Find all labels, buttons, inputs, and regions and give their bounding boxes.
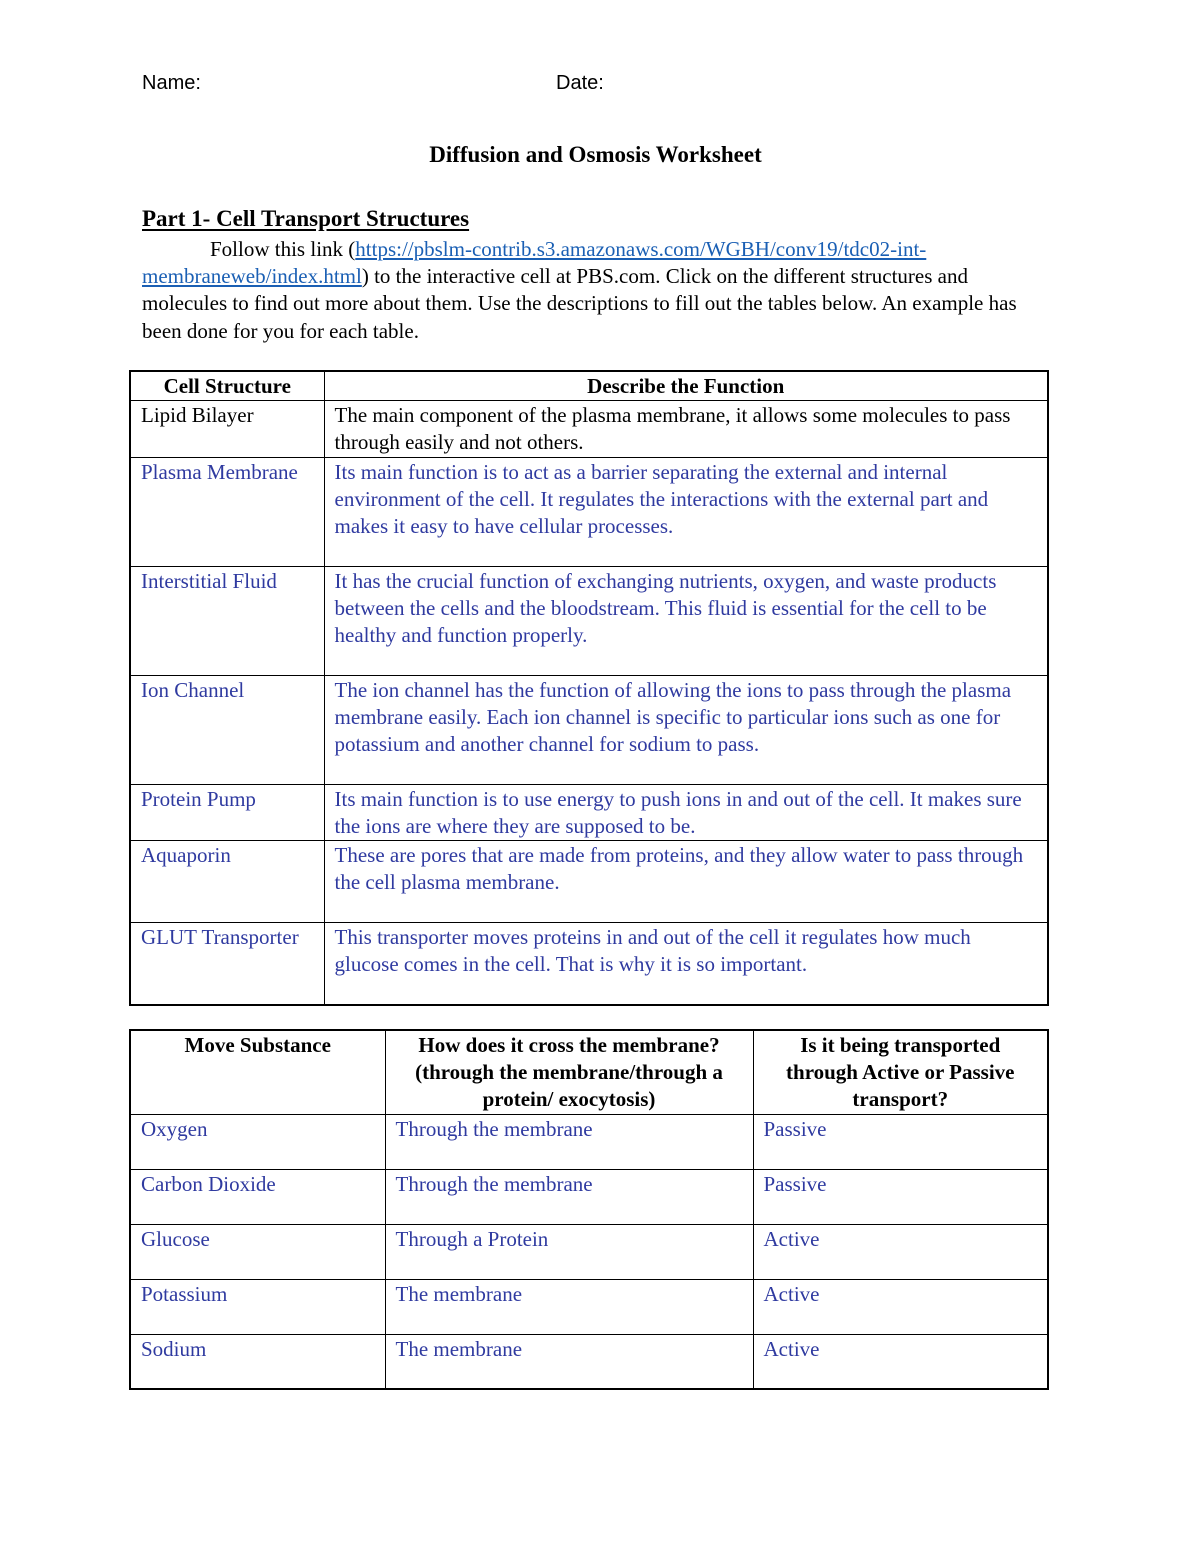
substance-cell: Sodium [130, 1334, 385, 1389]
table-row [130, 457, 1048, 566]
structure-cell: Interstitial Fluid [130, 566, 324, 675]
intro-text-after-link: ) to the interactive cell at PBS.com. Click on the different structures and molecules to find out more about them. Use the descriptions to fill out the tables below. An example has been done for you for each table. [142, 264, 1017, 343]
table-row [130, 841, 1048, 923]
part1-instructions [142, 236, 1052, 345]
table-row [130, 923, 1048, 1005]
table-header-row [130, 371, 1048, 401]
table-row [130, 566, 1048, 675]
column-header-substance: Move Substance [130, 1030, 385, 1114]
transport-cell: Active [753, 1279, 1048, 1334]
crossing-cell: The membrane [385, 1334, 753, 1389]
crossing-cell: The membrane [385, 1279, 753, 1334]
name-label: Name: [142, 72, 201, 94]
page-title: Diffusion and Osmosis Worksheet [429, 142, 762, 167]
transport-cell: Passive [753, 1114, 1048, 1169]
table-row [130, 401, 1048, 457]
crossing-cell: Through the membrane [385, 1114, 753, 1169]
crossing-cell: Through a Protein [385, 1224, 753, 1279]
structure-cell: Lipid Bilayer [130, 401, 324, 457]
function-cell: It has the crucial function of exchanging nutrients, oxygen, and waste products between the cells and the bloodstream. This fluid is essential for the cell to be healthy and function properly. [324, 566, 1048, 675]
table-row [130, 784, 1048, 840]
column-header-function: Describe the Function [324, 371, 1048, 401]
transport-cell: Passive [753, 1169, 1048, 1224]
table-row [130, 675, 1048, 784]
table-row [130, 1279, 1048, 1334]
function-cell: This transporter moves proteins in and out of the cell it regulates how much glucose comes in the cell. That is why it is so important. [324, 923, 1048, 1005]
intro-text-before-link: Follow this link ( [210, 237, 356, 261]
table-header-row [130, 1030, 1048, 1114]
function-cell: The ion channel has the function of allowing the ions to pass through the plasma membrane easily. Each ion channel is specific to particular ions such as one for potassium and another channel for sodium to pass. [324, 675, 1048, 784]
transport-cell: Active [753, 1334, 1048, 1389]
structure-cell: GLUT Transporter [130, 923, 324, 1005]
function-cell: Its main function is to act as a barrier separating the external and internal environment of the cell. It regulates the interactions with the external part and makes it easy to have cellular processes. [324, 457, 1048, 566]
crossing-cell: Through the membrane [385, 1169, 753, 1224]
function-cell: These are pores that are made from proteins, and they allow water to pass through the cell plasma membrane. [324, 841, 1048, 923]
structure-cell: Protein Pump [130, 784, 324, 840]
function-cell: The main component of the plasma membrane, it allows some molecules to pass through easily and not others. [324, 401, 1048, 457]
structure-cell: Plasma Membrane [130, 457, 324, 566]
cell-structure-table [129, 370, 1049, 1006]
transport-cell: Active [753, 1224, 1048, 1279]
part1-heading: Part 1- Cell Transport Structures [142, 206, 470, 231]
substance-cell: Potassium [130, 1279, 385, 1334]
column-header-cell-structure: Cell Structure [130, 371, 324, 401]
column-header-crossing: How does it cross the membrane? (through the membrane/through a protein/ exocytosis) [385, 1030, 753, 1114]
table-row [130, 1169, 1048, 1224]
substance-cell: Glucose [130, 1224, 385, 1279]
table-row [130, 1334, 1048, 1389]
substance-cell: Carbon Dioxide [130, 1169, 385, 1224]
table-row [130, 1114, 1048, 1169]
substance-transport-table [129, 1029, 1049, 1390]
structure-cell: Aquaporin [130, 841, 324, 923]
structure-cell: Ion Channel [130, 675, 324, 784]
pbs-interactive-link[interactable]: https://pbslm-contrib.s3.amazonaws.com/WGBH/conv19/tdc02-int-membraneweb/index.html [142, 237, 927, 289]
column-header-transport-type: Is it being transported through Active or Passive transport? [753, 1030, 1048, 1114]
function-cell: Its main function is to use energy to push ions in and out of the cell. It makes sure the ions are where they are supposed to be. [324, 784, 1048, 840]
substance-cell: Oxygen [130, 1114, 385, 1169]
date-label: Date: [556, 72, 604, 94]
table-row [130, 1224, 1048, 1279]
